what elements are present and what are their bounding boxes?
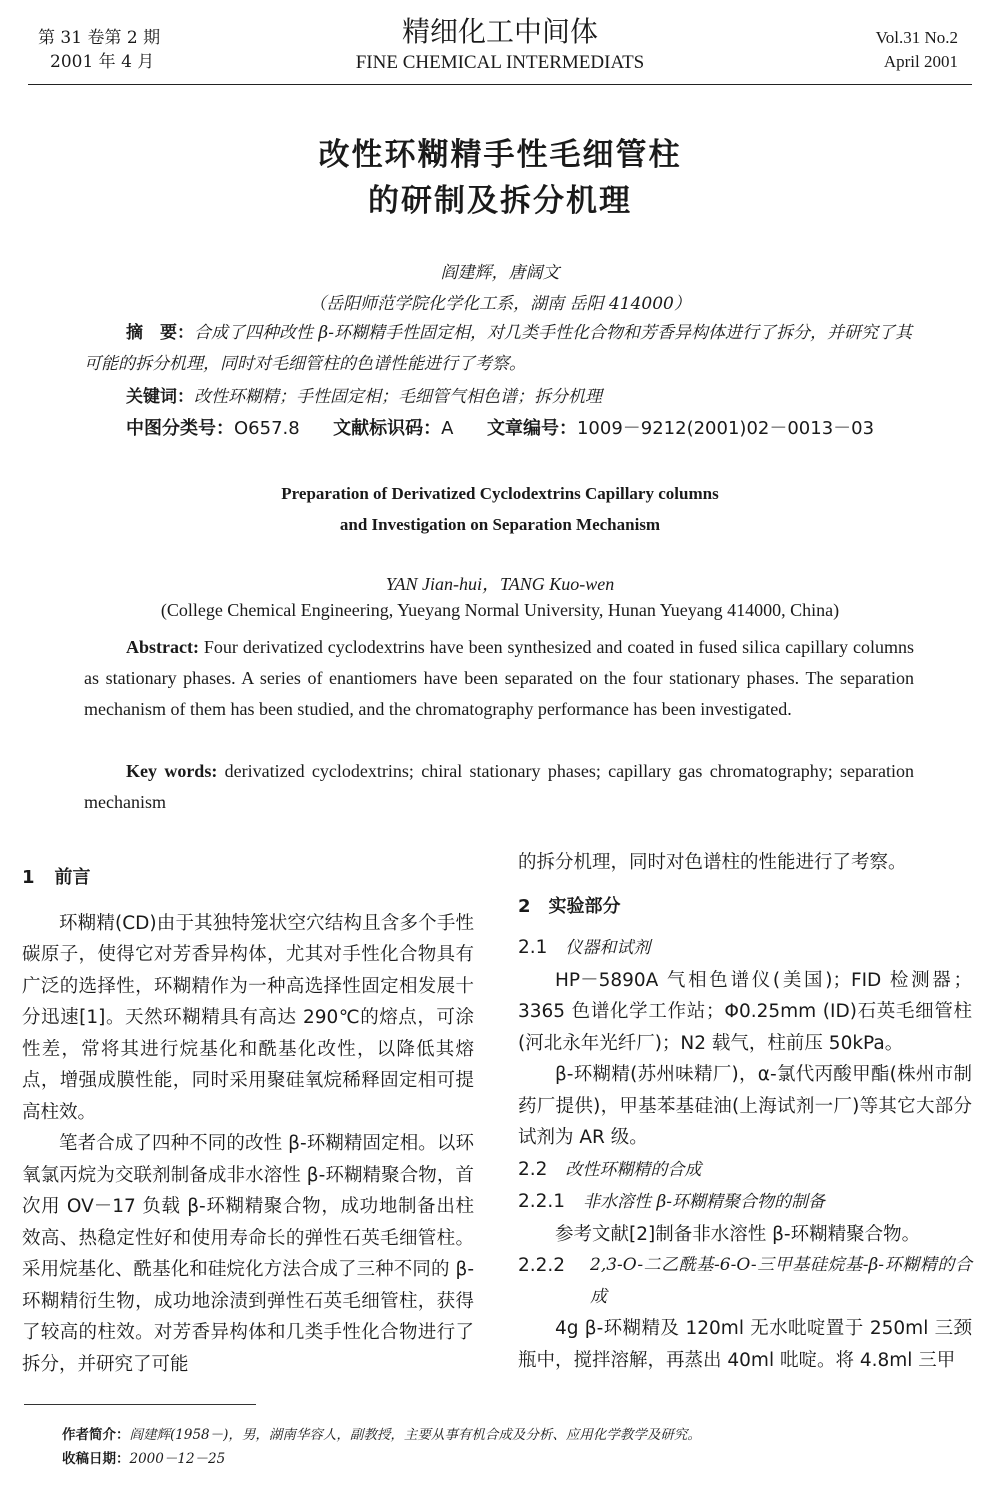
section-2-title: 实验部分: [548, 895, 621, 917]
left-column: [22, 862, 474, 1380]
article-no-value: 1009－9212(2001)02－0013－03: [576, 418, 875, 439]
keywords-en-label: Key words: [126, 761, 212, 781]
paper-title-cn: [0, 132, 1000, 224]
section-2-number: 2: [518, 895, 531, 917]
subsection-2-1-title: 仪器和试剂: [565, 938, 651, 958]
keywords-en: Key words: derivatized cyclodextrins; chiral stationary phases; capillary gas chromatography; separation mechanism: [84, 761, 914, 812]
section-1-number: 1: [22, 867, 35, 888]
article-no-label: 文章编号：: [486, 418, 577, 439]
abstract-cn: [84, 318, 924, 380]
issue-info-en: [876, 26, 958, 74]
paper-title-en: [0, 478, 1000, 540]
section-2-heading: [518, 891, 972, 923]
reagents-paragraph: β-环糊精(苏州味精厂)，α-氯代丙酸甲酯(株州市制药厂提供)，甲基苯基硅油(上海试剂一厂)等其它大部分试剂为 AR 级。: [518, 1064, 972, 1148]
subsection-2-2-title: 改性环糊精的合成: [565, 1159, 702, 1180]
abstract-en-text: Four derivatized cyclodextrins have been synthesized and coated in fused silica capillary columns as stationary phases. A series of enantiomers have been separated on the four stationary phases. The separation mechanism of them has been studied, and the chromatography performance has been investigated.: [84, 637, 914, 719]
keywords-cn-text: 改性环糊精；手性固定相；毛细管气相色谱；拆分机理: [194, 387, 602, 407]
abstract-cn-label: 摘 要：: [126, 323, 194, 343]
volume-issue-en: Vol.31 No.2: [875, 28, 958, 47]
received-date-footnote: [62, 1448, 225, 1470]
author-bio-text: 阎建辉(1958－)，男，湖南华容人，副教授，主要从事有机合成及分析、应用化学教学及研究。: [129, 1427, 701, 1443]
footnote-rule: [24, 1404, 256, 1405]
keywords-cn-label: 关键词：: [126, 387, 194, 407]
received-date-text: 2000－12－25: [129, 1451, 226, 1467]
subsection-2-2-1-heading: [518, 1186, 972, 1219]
abstract-en: Abstract: Four derivatized cyclodextrins have been synthesized and coated in fused silica capillary columns as stationary phases. A series of enantiomers have been separated on the four stationary phases. The separation mechanism of them has been studied, and the chromatography performance has been investigated.: [84, 637, 914, 719]
subsection-2-2-heading: [518, 1154, 972, 1187]
journal-title-cn: 精细化工中间体: [401, 15, 598, 48]
subsection-2-2-number: 2.2: [518, 1158, 548, 1180]
issue-date-en: April 2001: [883, 52, 958, 71]
subsection-2-1-heading: [518, 932, 972, 965]
subsection-2-2-1-number: 2.2.1: [518, 1191, 566, 1212]
affiliation-en: (College Chemical Engineering, Yueyang Normal University, Hunan Yueyang 414000, China): [160, 600, 840, 620]
header-rule: [28, 84, 972, 85]
section-1-heading: [22, 862, 474, 894]
subsection-2-2-2-paragraph: 4g β-环糊精及 120ml 无水吡啶置于 250ml 三颈瓶中，搅拌溶解，再蒸出 40ml 吡啶。将 4.8ml 三甲: [518, 1318, 972, 1371]
affiliation-cn: （岳阳师范学院化学化工系，湖南 岳阳 414000）: [309, 294, 691, 314]
classification-line: [126, 414, 874, 440]
received-date-label: 收稿日期：: [62, 1451, 130, 1467]
paper-title-cn-line2: 的研制及拆分机理: [368, 183, 632, 219]
section-1-title: 前言: [54, 867, 91, 888]
subsection-2-2-2-heading: [518, 1250, 972, 1313]
clc-value: O657.8: [234, 418, 300, 439]
author-bio-label: 作者简介：: [62, 1427, 130, 1443]
right-column: [518, 847, 972, 1376]
paper-title-en-line2: and Investigation on Separation Mechanism: [339, 515, 661, 534]
subsection-2-1-number: 2.1: [518, 937, 548, 958]
abstract-en-label: Abstract: [126, 637, 193, 657]
paper-title-en-line1: Preparation of Derivatized Cyclodextrins Capillary columns: [281, 484, 719, 503]
subsection-2-2-1-title: 非水溶性 β-环糊精聚合物的制备: [583, 1192, 826, 1212]
author-bio-footnote: [62, 1424, 701, 1446]
abstract-cn-text: 合成了四种改性 β-环糊精手性固定相，对几类手性化合物和芳香异构体进行了拆分，并研究了其可能的拆分机理，同时对毛细管柱的色谱性能进行了考察。: [84, 323, 912, 374]
authors-en: YAN Jian-hui，TANG Kuo-wen: [385, 574, 615, 594]
keywords-cn: [126, 382, 926, 413]
issue-date: 2001 年 4 月: [50, 52, 155, 72]
paper-title-cn-line1: 改性环糊精手性毛细管柱: [318, 137, 682, 173]
keywords-en-text: derivatized cyclodextrins; chiral stationary phases; capillary gas chromatography; separation mechanism: [84, 761, 914, 812]
continued-text: 的拆分机理，同时对色谱柱的性能进行了考察。: [518, 852, 907, 873]
subsection-2-2-2-title: 2,3-O-二乙酰基-6-O-三甲基硅烷基-β-环糊精的合成: [590, 1255, 972, 1307]
authors-cn: 阎建辉，唐阔文: [440, 263, 560, 283]
subsection-2-2-2-number: 2.2.2: [518, 1255, 566, 1276]
doc-code-value: A: [441, 418, 454, 439]
doc-code-label: 文献标识码：: [333, 418, 442, 439]
journal-title: [0, 14, 1000, 76]
subsection-2-2-1-paragraph: 参考文献[2]制备非水溶性 β-环糊精聚合物。: [555, 1223, 921, 1245]
clc-label: 中图分类号：: [126, 418, 234, 439]
intro-paragraph-1: 环糊精(CD)由于其独特笼状空穴结构且含多个手性碳原子，使得它对芳香异构体，尤其对手性化合物具有广泛的选择性，环糊精作为一种高选择性固定相发展十分迅速[1]。天然环糊精具有高达 290℃的熔点，可涂性差，常将其进行烷基化和酰基化改性，以降低其熔点，增强成膜性能，同时采用聚硅氧烷稀释固定相可提高柱效。: [22, 912, 474, 1123]
intro-paragraph-2: 笔者合成了四种不同的改性 β-环糊精固定相。以环氧氯丙烷为交联剂制备成非水溶性 β-环糊精聚合物，首次用 OV－17 负载 β-环糊精聚合物，成功地制备出柱效高、热稳定性好和使用寿命长的弹性石英毛细管柱。采用烷基化、酰基化和硅烷化方法合成了三种不同的 β-环糊精衍生物，成功地涂渍到弹性石英毛细管柱，获得了较高的柱效。对芳香异构体和几类手性化合物进行了拆分，并研究了可能: [22, 1133, 474, 1375]
instruments-paragraph: HP－5890A 气相色谱仪(美国)；FID 检测器；3365 色谱化学工作站；Φ0.25mm (ID)石英毛细管柱(河北永年光纤厂)；N2 载气，柱前压 50kPa。: [518, 969, 972, 1054]
journal-title-en: FINE CHEMICAL INTERMEDIATS: [355, 52, 645, 73]
volume-issue: 第 31 卷第 2 期: [38, 28, 161, 48]
